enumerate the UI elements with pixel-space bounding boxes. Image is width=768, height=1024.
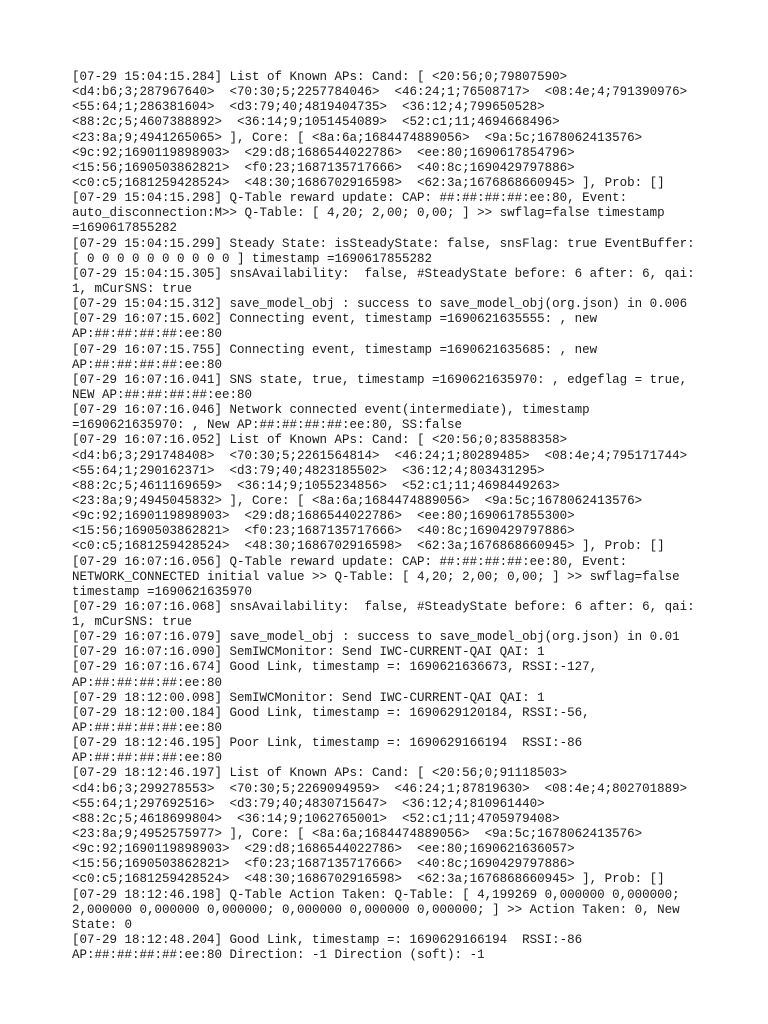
log-line: <9c:92;1690119898903> <29:d8;1686544022786> <ee:80;1690617854796> xyxy=(72,145,575,160)
log-line: timestamp =1690621635970 xyxy=(72,584,253,599)
log-line: <55:64;1;297692516> <d3:79;40;4830715647> <36:12;4;810961440> xyxy=(72,796,545,811)
log-line: <23:8a;9;4952575977> ], Core: [ <8a:6a;1684474889056> <9a:5c;1678062413576> xyxy=(72,827,643,842)
log-document xyxy=(72,70,700,963)
log-line: [07-29 16:07:15.602] Connecting event, timestamp =1690621635555: , new xyxy=(72,312,598,327)
log-line: [ 0 0 0 0 0 0 0 0 0 0 ] timestamp =1690617855282 xyxy=(72,251,433,266)
log-line: [07-29 15:04:15.299] Steady State: isSteadyState: false, snsFlag: true EventBuffer: xyxy=(72,236,695,251)
log-line: 2,000000 0,000000 0,000000; 0,000000 0,000000 0,000000; ] >> Action Taken: 0, New xyxy=(72,902,680,917)
log-line: [07-29 18:12:00.184] Good Link, timestamp =: 1690629120184, RSSI:-56, xyxy=(72,705,590,720)
log-line: [07-29 16:07:16.052] List of Known APs: Cand: [ <20:56;0;83588358> xyxy=(72,433,568,448)
log-line: [07-29 18:12:00.098] SemIWCMonitor: Send IWC-CURRENT-QAI QAI: 1 xyxy=(72,690,545,705)
log-line: [07-29 16:07:15.755] Connecting event, timestamp =1690621635685: , new xyxy=(72,342,598,357)
log-line: <23:8a;9;4941265065> ], Core: [ <8a:6a;1684474889056> <9a:5c;1678062413576> xyxy=(72,130,643,145)
log-line: AP:##:##:##:##:ee:80 xyxy=(72,675,223,690)
log-line: [07-29 18:12:46.195] Poor Link, timestamp =: 1690629166194 RSSI:-86 xyxy=(72,736,583,751)
log-line: 1, mCurSNS: true xyxy=(72,615,193,630)
log-line: AP:##:##:##:##:ee:80 Direction: -1 Direction (soft): -1 xyxy=(72,948,485,963)
log-line: [07-29 16:07:16.079] save_model_obj : success to save_model_obj(org.json) in 0.01 xyxy=(72,630,680,645)
log-line: [07-29 16:07:16.041] SNS state, true, timestamp =1690621635970: , edgeflag = true, xyxy=(72,372,688,387)
log-line: [07-29 16:07:16.068] snsAvailability: false, #SteadyState before: 6 after: 6, qai: xyxy=(72,599,695,614)
log-line: AP:##:##:##:##:ee:80 xyxy=(72,357,223,372)
log-line: <88:2c;5;4607388892> <36:14;9;1051454089> <52:c1;11;4694668496> xyxy=(72,115,560,130)
log-line: <c0:c5;1681259428524> <48:30;1686702916598> <62:3a;1676868660945> ], Prob: [] xyxy=(72,539,665,554)
log-line: <d4:b6;3;299278553> <70:30;5;2269094959> <46:24;1;87819630> <08:4e;4;802701889> xyxy=(72,781,688,796)
log-line: State: 0 xyxy=(72,917,133,932)
log-line: <d4:b6;3;287967640> <70:30;5;2257784046> <46:24;1;76508717> <08:4e;4;791390976> xyxy=(72,85,688,100)
log-line: [07-29 16:07:16.046] Network connected event(intermediate), timestamp xyxy=(72,403,590,418)
log-line: AP:##:##:##:##:ee:80 xyxy=(72,751,223,766)
log-line: =1690621635970: , New AP:##:##:##:##:ee:80, SS:false xyxy=(72,418,463,433)
log-line: NEW AP:##:##:##:##:ee:80 xyxy=(72,387,253,402)
log-line: [07-29 16:07:16.056] Q-Table reward update: CAP: ##:##:##:##:ee:80, Event: xyxy=(72,554,628,569)
log-line: [07-29 15:04:15.305] snsAvailability: false, #SteadyState before: 6 after: 6, qai: xyxy=(72,266,695,281)
log-line: [07-29 15:04:15.284] List of Known APs: Cand: [ <20:56;0;79807590> xyxy=(72,70,568,84)
log-line: AP:##:##:##:##:ee:80 xyxy=(72,327,223,342)
log-line: [07-29 16:07:16.090] SemIWCMonitor: Send IWC-CURRENT-QAI QAI: 1 xyxy=(72,645,545,660)
log-line: NETWORK_CONNECTED initial value >> Q-Table: [ 4,20; 2,00; 0,00; ] >> swflag=false xyxy=(72,569,680,584)
log-line: AP:##:##:##:##:ee:80 xyxy=(72,721,223,736)
log-line: [07-29 18:12:46.198] Q-Table Action Taken: Q-Table: [ 4,199269 0,000000 0,000000; xyxy=(72,887,680,902)
log-line: [07-29 18:12:48.204] Good Link, timestamp =: 1690629166194 RSSI:-86 xyxy=(72,933,583,948)
log-line: <9c:92;1690119898903> <29:d8;1686544022786> <ee:80;1690621636057> xyxy=(72,842,575,857)
log-line: 1, mCurSNS: true xyxy=(72,281,193,296)
log-line: [07-29 15:04:15.298] Q-Table reward update: CAP: ##:##:##:##:ee:80, Event: xyxy=(72,191,628,206)
log-line: <88:2c;5;4611169659> <36:14;9;1055234856> <52:c1;11;4698449263> xyxy=(72,478,560,493)
log-line: [07-29 15:04:15.312] save_model_obj : success to save_model_obj(org.json) in 0.006 xyxy=(72,297,688,312)
log-line: <15:56;1690503862821> <f0:23;1687135717666> <40:8c;1690429797886> xyxy=(72,160,575,175)
log-line: <15:56;1690503862821> <f0:23;1687135717666> <40:8c;1690429797886> xyxy=(72,857,575,872)
log-line: [07-29 18:12:46.197] List of Known APs: Cand: [ <20:56;0;91118503> xyxy=(72,766,568,781)
log-line: [07-29 16:07:16.674] Good Link, timestamp =: 1690621636673, RSSI:-127, xyxy=(72,660,598,675)
log-line: auto_disconnection:M>> Q-Table: [ 4,20; 2,00; 0,00; ] >> swflag=false timestamp xyxy=(72,206,665,221)
log-line: <c0:c5;1681259428524> <48:30;1686702916598> <62:3a;1676868660945> ], Prob: [] xyxy=(72,872,665,887)
log-line: <55:64;1;286381604> <d3:79;40;4819404735> <36:12;4;799650528> xyxy=(72,100,545,115)
log-line: <d4:b6;3;291748408> <70:30;5;2261564814> <46:24;1;80289485> <08:4e;4;795171744> xyxy=(72,448,688,463)
log-line: <15:56;1690503862821> <f0:23;1687135717666> <40:8c;1690429797886> xyxy=(72,524,575,539)
log-line: <9c:92;1690119898903> <29:d8;1686544022786> <ee:80;1690617855300> xyxy=(72,509,575,524)
log-line: <88:2c;5;4618699804> <36:14;9;1062765001> <52:c1;11;4705979408> xyxy=(72,811,560,826)
log-line: <55:64;1;290162371> <d3:79;40;4823185502> <36:12;4;803431295> xyxy=(72,463,545,478)
log-line: <c0:c5;1681259428524> <48:30;1686702916598> <62:3a;1676868660945> ], Prob: [] xyxy=(72,175,665,190)
log-line: <23:8a;9;4945045832> ], Core: [ <8a:6a;1684474889056> <9a:5c;1678062413576> xyxy=(72,493,643,508)
log-line: =1690617855282 xyxy=(72,221,178,236)
